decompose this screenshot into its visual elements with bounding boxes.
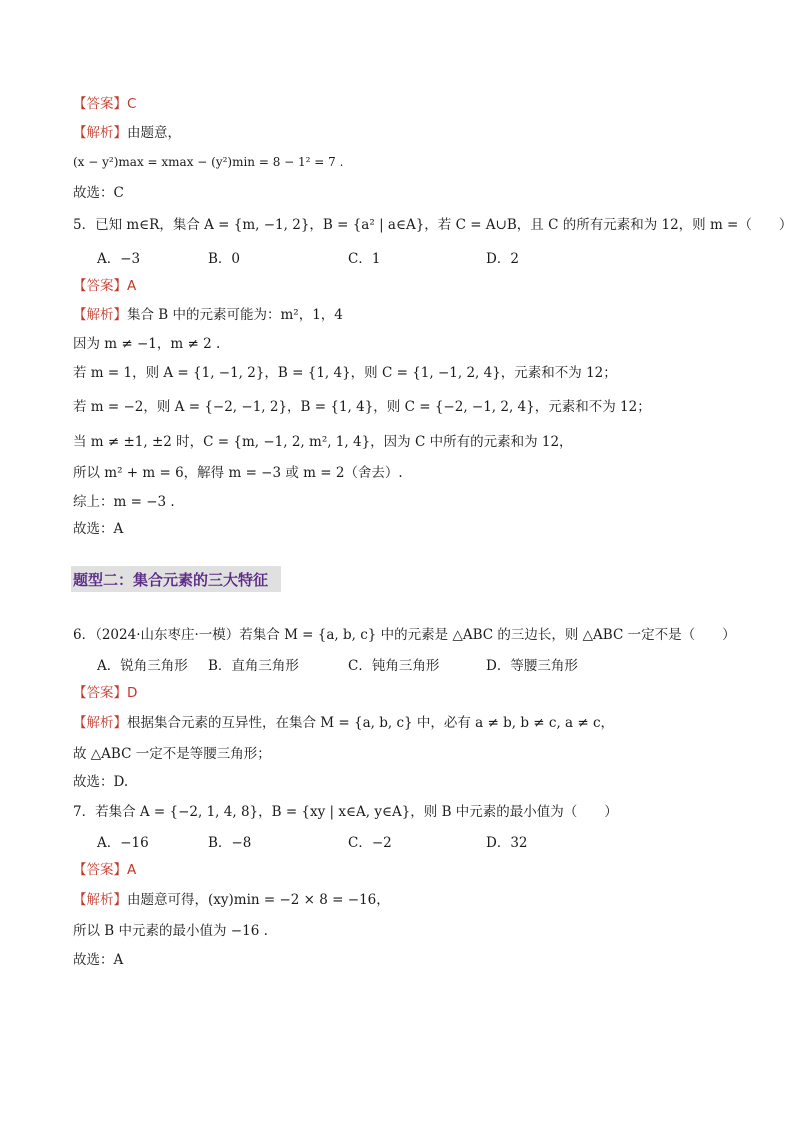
section-title: 题型二：集合元素的三大特征 bbox=[73, 571, 269, 589]
question-6-stem: 6．（2024·山东枣庄·一模）若集合 M = {a, b, c} 中的元素是 △ABC 的三边长，则 △ABC 一定不是（ ） bbox=[73, 627, 736, 643]
answer-value: A bbox=[127, 278, 137, 294]
analysis-step: 所以 m² + m = 6，解得 m = −3 或 m = 2（舍去）. bbox=[73, 465, 403, 481]
answer-value: C bbox=[127, 96, 137, 112]
analysis-text: 由题意可得，(xy)min = −2 × 8 = −16， bbox=[127, 892, 390, 908]
option-b: B．直角三角形 bbox=[208, 658, 299, 674]
option-d: D．等腰三角形 bbox=[486, 658, 578, 674]
answer-tag: 【答案】 bbox=[73, 96, 127, 112]
analysis-line bbox=[73, 714, 614, 732]
analysis-tag: 【解析】 bbox=[73, 307, 127, 323]
analysis-step: 故 △ABC 一定不是等腰三角形； bbox=[73, 746, 271, 762]
conclusion-line: 故选：D. bbox=[73, 774, 129, 790]
option-b: B．0 bbox=[208, 251, 241, 267]
question-7-stem: 7．若集合 A = {−2, 1, 4, 8}，B = {xy | x∈A, y∈A}，则 B 中元素的最小值为（ ） bbox=[73, 804, 618, 820]
answer-line bbox=[73, 95, 136, 113]
option-c: C．钝角三角形 bbox=[348, 658, 440, 674]
conclusion-line: 故选：A bbox=[73, 952, 124, 968]
section-header bbox=[71, 566, 281, 592]
conclusion-line: 故选：A bbox=[73, 521, 124, 537]
analysis-line bbox=[73, 124, 181, 142]
answer-tag: 【答案】 bbox=[73, 685, 127, 701]
answer-value: D bbox=[127, 685, 138, 701]
answer-value: A bbox=[127, 862, 137, 878]
answer-line bbox=[73, 684, 137, 702]
analysis-tag: 【解析】 bbox=[73, 125, 127, 141]
answer-tag: 【答案】 bbox=[73, 278, 127, 294]
option-d: D．2 bbox=[486, 251, 519, 267]
analysis-text: 根据集合元素的互异性，在集合 M = {a, b, c} 中，必有 a ≠ b, b ≠ c, a ≠ c， bbox=[127, 715, 615, 731]
analysis-step: 若 m = −2，则 A = {−2, −1, 2}，B = {1, 4}，则 C = {−2, −1, 2, 4}，元素和不为 12； bbox=[73, 399, 651, 415]
option-a: A．−16 bbox=[97, 835, 149, 851]
conclusion-line: 故选：C bbox=[73, 185, 124, 201]
analysis-step: 因为 m ≠ −1，m ≠ 2 . bbox=[73, 336, 221, 352]
analysis-step: 所以 B 中元素的最小值为 −16 . bbox=[73, 923, 268, 939]
answer-line bbox=[73, 861, 136, 879]
option-a: A．锐角三角形 bbox=[97, 658, 188, 674]
analysis-tag: 【解析】 bbox=[73, 892, 127, 908]
analysis-tag: 【解析】 bbox=[73, 715, 127, 731]
answer-line bbox=[73, 277, 136, 295]
analysis-line bbox=[73, 891, 390, 909]
formula-line: (x − y²)max = xmax − (y²)min = 8 − 1² = 7 . bbox=[73, 155, 344, 169]
analysis-line bbox=[73, 306, 343, 324]
analysis-step: 综上：m = −3 . bbox=[73, 494, 175, 510]
analysis-step: 若 m = 1，则 A = {1, −1, 2}，B = {1, 4}，则 C = {1, −1, 2, 4}，元素和不为 12； bbox=[73, 365, 617, 381]
analysis-step: 当 m ≠ ±1, ±2 时，C = {m, −1, 2, m², 1, 4}，因为 C 中所有的元素和为 12， bbox=[73, 434, 573, 450]
option-d: D．32 bbox=[486, 835, 528, 851]
option-a: A．−3 bbox=[97, 251, 141, 267]
answer-tag: 【答案】 bbox=[73, 862, 127, 878]
option-b: B．−8 bbox=[208, 835, 252, 851]
question-5-stem: 5．已知 m∈R，集合 A = {m, −1, 2}，B = {a² | a∈A}，若 C = A∪B，且 C 的所有元素和为 12，则 m =（ ） bbox=[73, 217, 793, 233]
analysis-text: 集合 B 中的元素可能为：m²，1，4 bbox=[127, 307, 343, 323]
analysis-text: 由题意， bbox=[127, 125, 181, 141]
option-c: C．−2 bbox=[348, 835, 392, 851]
option-c: C．1 bbox=[348, 251, 381, 267]
